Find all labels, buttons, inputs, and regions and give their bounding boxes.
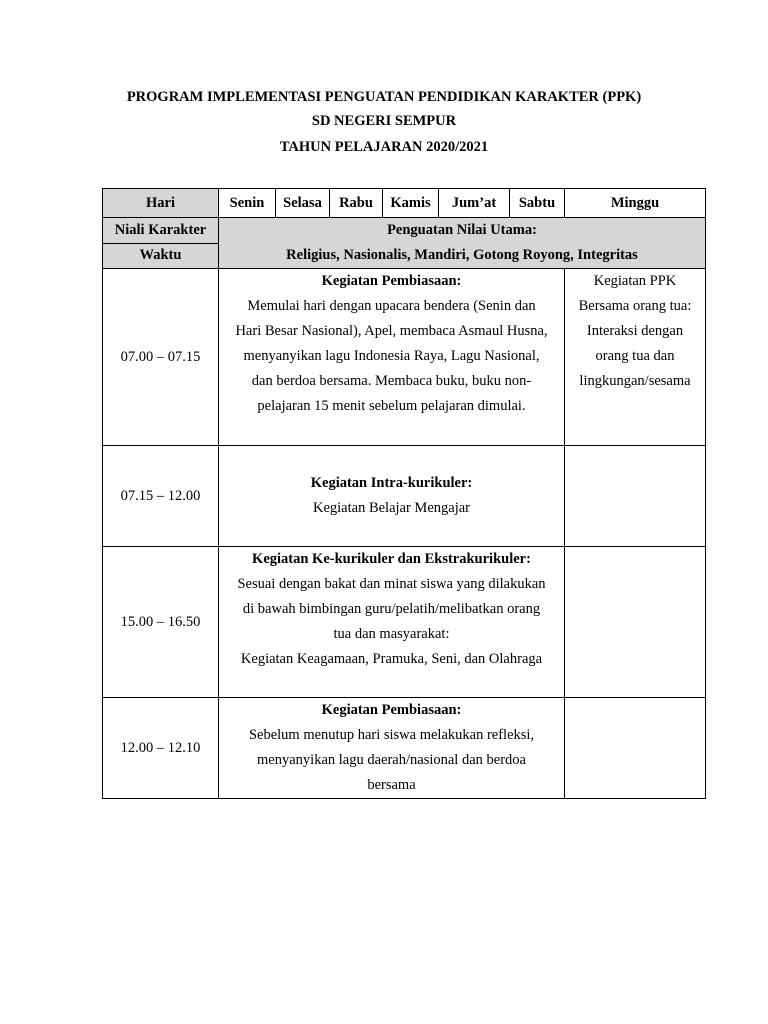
nilai-karakter-row [103, 218, 706, 244]
time-cell: 12.00 – 12.10 [103, 698, 219, 799]
activity-cell [219, 547, 565, 698]
activity-line: Hari Besar Nasional), Apel, membaca Asmaul Husna, [235, 323, 548, 339]
waktu-label: Waktu [103, 243, 219, 269]
schedule-row [103, 446, 706, 547]
day-rabu: Rabu [330, 189, 383, 218]
activity-title: Kegiatan Ke-kurikuler dan Ekstrakurikuler: [252, 551, 531, 567]
schedule-row [103, 269, 706, 446]
nilai-karakter-label: Niali Karakter [103, 218, 219, 244]
activity-line: Sebelum menutup hari siswa melakukan refleksi, [248, 727, 535, 743]
day-minggu: Minggu [565, 189, 706, 218]
day-jumat: Jum’at [439, 189, 510, 218]
nilai-utama-cell [219, 218, 706, 269]
nilai-utama-values: Religius, Nasionalis, Mandiri, Gotong Royong, Integritas [286, 247, 638, 263]
activity-cell [219, 446, 565, 547]
ppk-schedule-table [102, 188, 706, 799]
hari-label: Hari [103, 189, 219, 218]
activity-title: Kegiatan Intra-kurikuler: [310, 475, 473, 491]
activity-line: dan berdoa bersama. Membaca buku, buku non- [251, 373, 532, 389]
activity-line: Kegiatan Belajar Mengajar [312, 500, 470, 516]
activity-line: menyanyikan lagu daerah/nasional dan berdoa [257, 752, 526, 768]
activity-line: tua dan masyarakat: [333, 626, 450, 642]
activity-line: Kegiatan Keagamaan, Pramuka, Seni, dan Olahraga [240, 651, 543, 667]
day-senin: Senin [219, 189, 276, 218]
minggu-line: Bersama orang tua: [578, 298, 692, 314]
minggu-line: Interaksi dengan [586, 323, 684, 339]
nilai-utama-title: Penguatan Nilai Utama: [387, 222, 537, 238]
time-cell: 07.00 – 07.15 [103, 269, 219, 446]
activity-line: Memulai hari dengan upacara bendera (Senin dan [247, 298, 536, 314]
activity-cell [219, 698, 565, 799]
minggu-line: orang tua dan [595, 348, 675, 364]
days-header-row [103, 189, 706, 218]
time-cell: 15.00 – 16.50 [103, 547, 219, 698]
minggu-cell [565, 269, 706, 446]
activity-line: Sesuai dengan bakat dan minat siswa yang dilakukan [237, 576, 546, 592]
schedule-row [103, 547, 706, 698]
day-sabtu: Sabtu [510, 189, 565, 218]
minggu-line: Kegiatan PPK [593, 273, 677, 289]
activity-cell [219, 269, 565, 446]
activity-title: Kegiatan Pembiasaan: [321, 273, 462, 289]
minggu-line: lingkungan/sesama [579, 373, 691, 389]
time-cell: 07.15 – 12.00 [103, 446, 219, 547]
day-kamis: Kamis [383, 189, 439, 218]
academic-year: TAHUN PELAJARAN 2020/2021 [279, 139, 489, 155]
activity-line: pelajaran 15 menit sebelum pelajaran dimulai. [257, 398, 526, 414]
schedule-row [103, 698, 706, 799]
activity-line: menyanyikan lagu Indonesia Raya, Lagu Nasional, [243, 348, 540, 364]
activity-line: bersama [367, 777, 416, 793]
activity-title: Kegiatan Pembiasaan: [321, 702, 462, 718]
minggu-cell [565, 446, 706, 547]
activity-line: di bawah bimbingan guru/pelatih/melibatkan orang [242, 601, 541, 617]
day-selasa: Selasa [276, 189, 330, 218]
document-title: PROGRAM IMPLEMENTASI PENGUATAN PENDIDIKAN KARAKTER (PPK) [126, 89, 642, 105]
minggu-cell [565, 547, 706, 698]
school-name: SD NEGERI SEMPUR [311, 113, 457, 129]
minggu-cell [565, 698, 706, 799]
